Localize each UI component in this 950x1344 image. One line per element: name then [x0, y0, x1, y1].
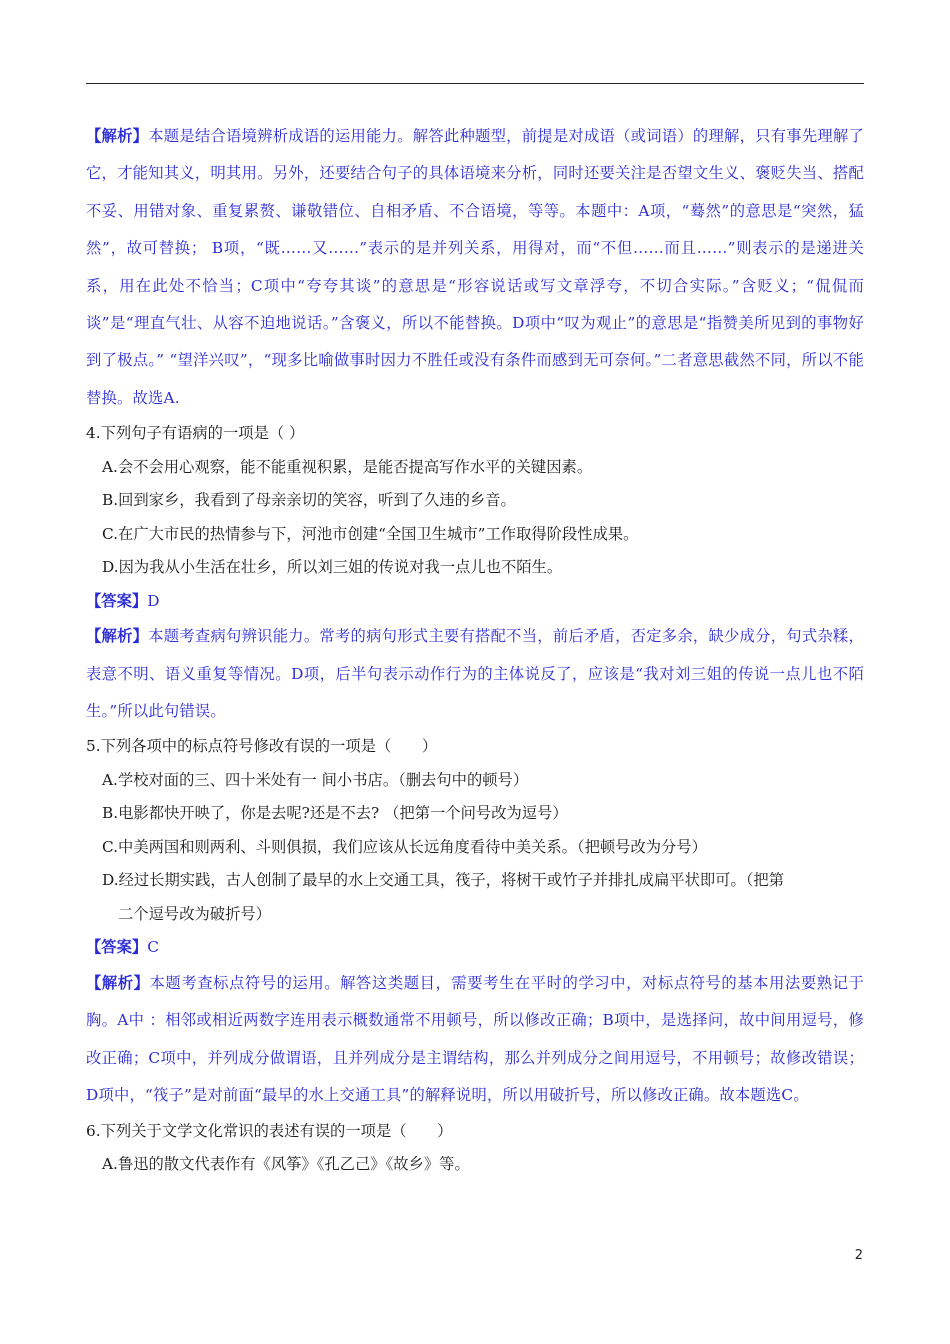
q4-option-b: B.回到家乡，我看到了母亲亲切的笑容，听到了久违的乡音。	[102, 491, 516, 510]
q4-analysis	[86, 618, 864, 730]
q5-option-a: A.学校对面的三、四十米处有一 间小书店。（删去句中的顿号）	[102, 770, 529, 789]
q6-question: 6.下列关于文学文化常识的表述有误的一项是（ ）	[86, 1121, 453, 1140]
answer-label: 【答案】	[86, 938, 148, 957]
q5-analysis	[86, 965, 864, 1115]
q5-option-d-continued: 二个逗号改为破折号）	[118, 904, 271, 923]
q4-option-a: A.会不会用心观察，能不能重视积累，是能否提高写作水平的关键因素。	[102, 457, 593, 476]
analysis-label: 【解析】	[86, 127, 149, 145]
q3-analysis-text: 本题是结合语境辨析成语的运用能力。解答此种题型，前提是对成语（或词语）的理解，只有事先理解了它，才能知其义，明其用。另外，还要结合句子的具体语境来分析，同时还要关注是否望文生义、褒贬失当、搭配不妥、用错对象、重复累赘、谦敬错位、自相矛盾、不合语境，等等。本题中：A项，“蓦然”的意思是“突然，猛然”，故可替换； B项，“既……又……”表示的是并列关系，用得对，而“不但……而且……”则表示的是递进关系，用在此处不恰当；C项中“夸夸其谈”的意思是“形容说话或写文章浮夸，不切合实际。”含贬义；“侃侃而谈”是“理直气壮、从容不迫地说话。”含褒义，所以不能替换。D项中“叹为观止”的意思是“指赞美所见到的事物好到了极点。” “望洋兴叹”，“现多比喻做事时因力不胜任或没有条件而感到无可奈何。”二者意思截然不同，所以不能替换。故选A.	[86, 127, 864, 407]
q5-option-d: D.经过长期实践，古人创制了最早的水上交通工具，筏子，将树干或竹子并排扎成扁平状即可。（把第	[102, 871, 784, 890]
q4-option-d: D.因为我从小生活在壮乡，所以刘三姐的传说对我一点儿也不陌生。	[102, 558, 563, 577]
q5-question: 5.下列各项中的标点符号修改有误的一项是（ ）	[86, 737, 438, 756]
q4-analysis-text: 本题考查病句辨识能力。常考的病句形式主要有搭配不当，前后矛盾，否定多余，缺少成分，句式杂糅，表意不明、语义重复等情况。D项，后半句表示动作行为的主体说反了，应该是“我对刘三姐的传说一点儿也不陌生。”所以此句错误。	[86, 627, 864, 721]
document-body	[86, 118, 864, 1182]
q4-answer-value: D	[147, 591, 160, 610]
q6-option-a: A.鲁迅的散文代表作有《风筝》《孔乙己》《故乡》等。	[102, 1155, 470, 1174]
q4-question: 4.下列句子有语病的一项是（ ）	[86, 424, 305, 443]
answer-label: 【答案】	[86, 591, 148, 610]
q5-answer	[86, 931, 864, 965]
header-rule	[86, 83, 864, 84]
q5-analysis-text: 本题考查标点符号的运用。解答这类题目，需要考生在平时的学习中，对标点符号的基本用法要熟记于胸。A中 ：相邻或相近两数字连用表示概数通常不用顿号，所以修改正确；B项中，是选择问，故中间用逗号，修改正确；C项中，并列成分做谓语，且并列成分是主谓结构，那么并列成分之间用逗号，不用顿号；故修改错误；D项中，“筏子”是对前面“最早的水上交通工具”的解释说明，所以用破折号，所以修改正确。故本题选C。	[86, 973, 864, 1105]
q4-answer	[86, 585, 864, 619]
q4-option-c: C.在广大市民的热情参与下，河池市创建“全国卫生城市”工作取得阶段性成果。	[102, 524, 639, 543]
q5-option-b: B.电影都快开映了，你是去呢?还是不去? （把第一个问号改为逗号）	[102, 804, 568, 823]
q3-analysis	[86, 118, 864, 417]
q5-answer-value: C	[147, 938, 159, 957]
analysis-label: 【解析】	[86, 973, 150, 992]
q5-option-c: C.中美两国和则两利、斗则俱损，我们应该从长远角度看待中美关系。（把顿号改为分号）	[102, 837, 707, 856]
analysis-label: 【解析】	[86, 627, 149, 646]
page-number: 2	[854, 1248, 863, 1263]
